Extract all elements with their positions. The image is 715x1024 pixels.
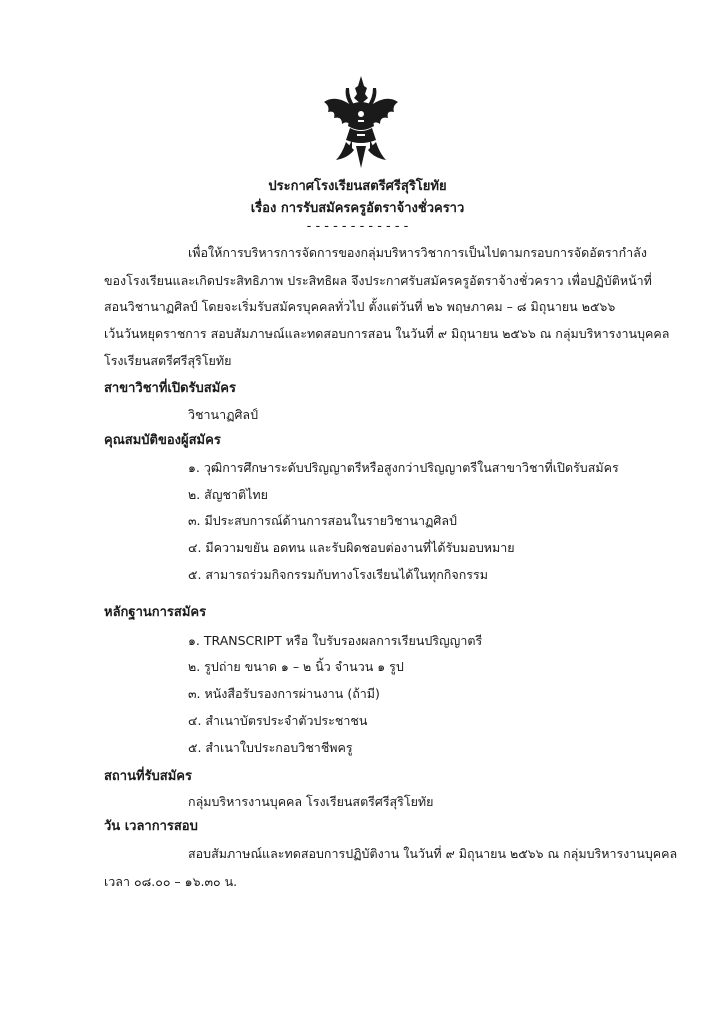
title-divider: - - - - - - - - - - - - — [306, 219, 409, 234]
document-item: ๔. สำเนาบัตรประจำตัวประชาชน — [188, 713, 368, 728]
location-heading: สถานที่รับสมัคร — [104, 769, 192, 784]
document-subject: เรื่อง การรับสมัครครูอัตราจ้างชั่วคราว — [250, 201, 465, 216]
subject-heading: สาขาวิชาที่เปิดรับสมัคร — [104, 381, 236, 396]
qualification-item: ๒. สัญชาติไทย — [188, 487, 268, 502]
documents-heading: หลักฐานการสมัคร — [104, 605, 207, 620]
document-item: ๒. รูปถ่าย ขนาด ๑ – ๒ นิ้ว จำนวน ๑ รูป — [188, 659, 404, 674]
exam-details: สอบสัมภาษณ์และทดสอบการปฏิบัติงาน ในวันที่ ๙ มิถุนายน ๒๕๖๖ ณ กลุ่มบริหารงานบุคคล — [188, 846, 678, 861]
exam-time: เวลา ๐๘.๐๐ – ๑๖.๓๐ น. — [104, 874, 238, 889]
qualification-item: ๑. วุฒิการศึกษาระดับปริญญาตรีหรือสูงกว่าปริญญาตรีในสาขาวิชาที่เปิดรับสมัคร — [188, 460, 619, 475]
location-value: กลุ่มบริหารงานบุคคล โรงเรียนสตรีศรีสุริโยทัย — [188, 794, 434, 809]
intro-line: โรงเรียนสตรีศรีสุริโยทัย — [104, 353, 232, 368]
document-item: ๕. สำเนาใบประกอบวิชาชีพครู — [188, 740, 353, 755]
intro-line: เว้นวันหยุดราชการ สอบสัมภาษณ์และทดสอบการสอน ในวันที่ ๙ มิถุนายน ๒๕๖๖ ณ กลุ่มบริหารงานบุคคล — [104, 326, 670, 341]
qualification-item: ๓. มีประสบการณ์ด้านการสอนในรายวิชานาฏศิลป์ — [188, 513, 457, 528]
qualification-item: ๕. สามารถร่วมกิจกรรมกับทางโรงเรียนได้ในทุกกิจกรรม — [188, 567, 488, 582]
document-title: ประกาศโรงเรียนสตรีศรีสุริโยทัย — [268, 179, 447, 194]
qualification-item: ๔. มีความขยัน อดทน และรับผิดชอบต่องานที่ได้รับมอบหมาย — [188, 540, 515, 555]
intro-line: สอนวิชานาฏศิลป์ โดยจะเริ่มรับสมัครบุคคลทั่วไป ตั้งแต่วันที่ ๒๖ พฤษภาคม – ๘ มิถุนายน ๒๕๖๖ — [104, 299, 616, 314]
document-item: ๑. TRANSCRIPT หรือ ใบรับรองผลการเรียนปริญญาตรี — [188, 633, 483, 648]
intro-line: ของโรงเรียนและเกิดประสิทธิภาพ ประสิทธิผล จึงประกาศรับสมัครครูอัตราจ้างชั่วคราว เพื่อปฏิบัติหน้าที่ — [104, 273, 652, 288]
document-item: ๓. หนังสือรับรองการผ่านงาน (ถ้ามี) — [188, 686, 380, 701]
exam-heading: วัน เวลาการสอบ — [104, 819, 198, 834]
qualifications-heading: คุณสมบัติของผู้สมัคร — [104, 433, 221, 448]
subject-value: วิชานาฏศิลป์ — [188, 407, 259, 422]
garuda-emblem-icon — [322, 74, 400, 172]
intro-line: เพื่อให้การบริหารการจัดการของกลุ่มบริหารวิชาการเป็นไปตามกรอบการจัดอัตรากำลัง — [188, 245, 647, 260]
